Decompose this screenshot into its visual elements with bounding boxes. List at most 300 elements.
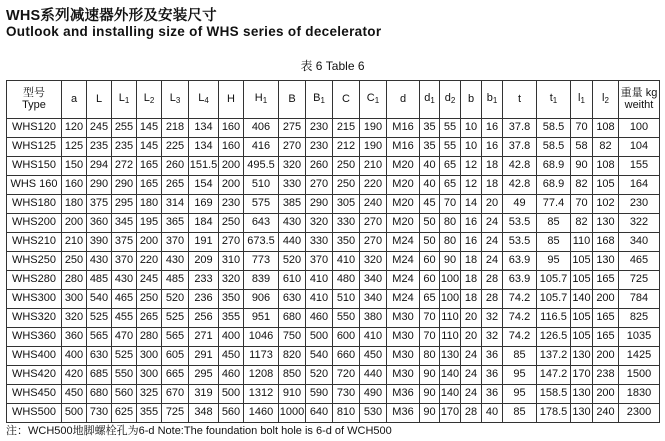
value-cell: 525 [112,347,137,366]
value-cell: 160 [219,138,244,157]
value-cell: 110 [571,233,593,252]
value-cell: 240 [593,404,619,423]
value-cell: 1425 [619,347,660,366]
model-cell: WHS120 [7,119,62,138]
value-cell: 102 [593,195,619,214]
column-header [420,81,440,119]
value-cell: 420 [62,366,87,385]
column-header [219,81,244,119]
value-cell: 430 [162,252,189,271]
value-cell: 245 [137,271,162,290]
value-cell: 773 [244,252,279,271]
value-cell: 100 [619,119,660,138]
value-cell: 95 [537,252,571,271]
value-cell: 575 [244,195,279,214]
table-header [7,81,660,119]
value-cell: 410 [360,328,387,347]
value-cell: 32 [482,328,503,347]
value-cell: 40 [482,404,503,423]
value-cell: 82 [571,176,593,195]
value-cell: 126.5 [537,328,571,347]
column-header-label: l [578,92,581,105]
value-cell: 230 [619,195,660,214]
value-cell: 158.5 [537,385,571,404]
value-cell: 320 [360,252,387,271]
page-title-en: Outlook and installing size of WHS series of decelerator [6,24,382,39]
value-cell: 295 [112,195,137,214]
column-header-label: L [95,92,103,105]
value-cell: 530 [360,404,387,423]
value-cell: 105 [571,271,593,290]
value-cell: 510 [244,176,279,195]
value-cell: 190 [360,119,387,138]
value-cell: 70 [440,195,461,214]
column-header [62,81,87,119]
value-cell: 50 [420,214,440,233]
value-cell: 36 [482,366,503,385]
value-cell: 385 [279,195,306,214]
column-header [333,81,360,119]
value-cell: 134 [189,119,219,138]
column-header [619,81,660,119]
value-cell: 130 [571,385,593,404]
value-cell: 130 [571,404,593,423]
value-cell: 200 [593,347,619,366]
value-cell: 230 [306,138,333,157]
value-cell: 440 [279,233,306,252]
model-cell: WHS200 [7,214,62,233]
value-cell: 145 [137,119,162,138]
value-cell: 1460 [244,404,279,423]
value-cell: 200 [137,233,162,252]
value-cell: 90 [420,404,440,423]
column-header-label: d [399,92,407,105]
value-cell: 170 [440,404,461,423]
value-cell: 455 [112,309,137,328]
model-cell: WHS360 [7,328,62,347]
value-cell: 105 [571,328,593,347]
value-cell: 660 [333,347,360,366]
column-header [461,81,482,119]
value-cell: 345 [112,214,137,233]
column-header [440,81,461,119]
value-cell: 784 [619,290,660,309]
table-row [7,366,660,385]
value-cell: 272 [112,157,137,176]
value-cell: 200 [219,157,244,176]
value-cell: 58.5 [537,119,571,138]
value-cell: 90 [420,385,440,404]
value-cell: 250 [219,214,244,233]
model-cell: WHS300 [7,290,62,309]
value-cell: 151.5 [189,157,219,176]
value-cell: 510 [333,290,360,309]
column-header-secondary: weitht [624,98,654,111]
header-row [7,81,660,119]
value-cell: 63.9 [503,252,537,271]
value-cell: 270 [360,214,387,233]
value-cell: 110 [440,309,461,328]
value-cell: 125 [62,138,87,157]
value-cell: 24 [482,233,503,252]
table-row [7,252,660,271]
value-cell: 355 [137,404,162,423]
value-cell: 130 [571,347,593,366]
value-cell: 150 [62,157,87,176]
column-header-label: l [602,92,605,105]
value-cell: 450 [219,347,244,366]
model-cell: WHS180 [7,195,62,214]
value-cell: 24 [461,366,482,385]
value-cell: 95 [503,385,537,404]
model-cell: WHS320 [7,309,62,328]
column-header-label: 型号 [23,86,45,99]
value-cell: 20 [461,328,482,347]
value-cell: 550 [112,366,137,385]
column-header [244,81,279,119]
value-cell: 520 [162,290,189,309]
value-cell: 673.5 [244,233,279,252]
model-cell: WHS500 [7,404,62,423]
table-row [7,385,660,404]
column-header [112,81,137,119]
table-row [7,214,660,233]
value-cell: 74.2 [503,309,537,328]
value-cell: 240 [360,195,387,214]
column-header-label: H [254,92,263,105]
model-cell: WHS150 [7,157,62,176]
value-cell: 350 [333,233,360,252]
value-cell: 212 [333,138,360,157]
value-cell: 319 [189,385,219,404]
value-cell: 169 [189,195,219,214]
value-cell: 12 [461,176,482,195]
value-cell: 565 [162,328,189,347]
value-cell: 375 [87,195,112,214]
value-cell: 134 [189,138,219,157]
table-row [7,347,660,366]
value-cell: 24 [482,252,503,271]
value-cell: 839 [244,271,279,290]
value-cell: 951 [244,309,279,328]
value-cell: 40 [420,157,440,176]
value-cell: M30 [387,309,420,328]
model-cell: WHS125 [7,138,62,157]
column-header-subscript: 1 [262,96,268,106]
value-cell: 280 [62,271,87,290]
value-cell: M20 [387,157,420,176]
value-cell: 322 [619,214,660,233]
value-cell: 200 [593,290,619,309]
value-cell: 236 [189,290,219,309]
value-cell: M36 [387,404,420,423]
value-cell: 235 [112,138,137,157]
value-cell: 160 [62,176,87,195]
value-cell: 330 [333,214,360,233]
column-header-subscript: 1 [320,96,325,106]
value-cell: 1830 [619,385,660,404]
table-caption: 表 6 Table 6 [300,59,365,73]
value-cell: 625 [112,404,137,423]
value-cell: 680 [279,309,306,328]
value-cell: 230 [219,195,244,214]
column-header-subscript: 2 [149,96,155,106]
value-cell: 340 [360,271,387,290]
value-cell: 200 [593,385,619,404]
value-cell: 485 [162,271,189,290]
value-cell: 16 [482,119,503,138]
value-cell: 750 [279,328,306,347]
column-header-subscript: 1 [124,96,130,106]
column-header [482,81,503,119]
value-cell: 110 [440,328,461,347]
value-cell: 340 [360,290,387,309]
value-cell: M20 [387,195,420,214]
value-cell: 42.8 [503,157,537,176]
value-cell: 485 [87,271,112,290]
value-cell: 320 [62,309,87,328]
value-cell: 32 [482,309,503,328]
column-header [87,81,112,119]
value-cell: 24 [461,385,482,404]
value-cell: M24 [387,271,420,290]
column-header-subscript: 2 [450,96,456,106]
value-cell: 630 [87,347,112,366]
value-cell: 12 [461,157,482,176]
value-cell: 460 [306,309,333,328]
value-cell: 10 [461,119,482,138]
table-row [7,290,660,309]
value-cell: 165 [593,309,619,328]
value-cell: M20 [387,176,420,195]
value-cell: 178.5 [537,404,571,423]
table-body [7,119,660,423]
column-header [189,81,219,119]
value-cell: 18 [482,157,503,176]
column-header [162,81,189,119]
value-cell: 430 [112,271,137,290]
model-cell: WHS280 [7,271,62,290]
value-cell: 220 [137,252,162,271]
value-cell: 60 [420,252,440,271]
value-cell: 24 [482,214,503,233]
value-cell: 190 [360,138,387,157]
value-cell: 184 [189,214,219,233]
value-cell: 105.7 [537,290,571,309]
value-cell: 416 [244,138,279,157]
value-cell: 225 [162,138,189,157]
value-cell: 730 [333,385,360,404]
value-cell: 400 [219,328,244,347]
table-row [7,138,660,157]
column-header-subscript: 3 [175,96,181,106]
value-cell: 70 [420,328,440,347]
value-cell: 1000 [279,404,306,423]
value-cell: 233 [189,271,219,290]
value-cell: 168 [593,233,619,252]
value-cell: 325 [137,385,162,404]
value-cell: 105 [571,309,593,328]
value-cell: 140 [440,385,461,404]
value-cell: 36 [482,385,503,404]
value-cell: 314 [162,195,189,214]
value-cell: 605 [162,347,189,366]
value-cell: 250 [62,252,87,271]
value-cell: 540 [87,290,112,309]
value-cell: 49 [503,195,537,214]
value-cell: 63.9 [503,271,537,290]
value-cell: 450 [62,385,87,404]
value-cell: 1035 [619,328,660,347]
column-header-label: b [467,92,475,105]
model-cell: WHS420 [7,366,62,385]
value-cell: 42.8 [503,176,537,195]
value-cell: 290 [87,176,112,195]
value-cell: 40 [420,176,440,195]
value-cell: 440 [360,366,387,385]
table-row [7,195,660,214]
value-cell: 105 [593,176,619,195]
value-cell: 480 [333,271,360,290]
value-cell: 465 [619,252,660,271]
value-cell: 490 [360,385,387,404]
value-cell: 215 [333,119,360,138]
column-header-label: H [227,92,235,105]
column-header-label: t [517,92,522,105]
value-cell: 340 [619,233,660,252]
value-cell: 355 [219,309,244,328]
value-cell: 105 [571,252,593,271]
value-cell: 108 [593,157,619,176]
value-cell: 495.5 [244,157,279,176]
column-header-label: B [288,92,296,105]
value-cell: 590 [306,385,333,404]
value-cell: 370 [306,252,333,271]
value-cell: 500 [306,328,333,347]
value-cell: 280 [137,328,162,347]
value-cell: 295 [189,366,219,385]
value-cell: M20 [387,214,420,233]
value-cell: 643 [244,214,279,233]
page-title-cn: WHS系列减速器外形及安装尺寸 [6,8,217,24]
value-cell: 320 [306,214,333,233]
value-cell: 165 [593,271,619,290]
value-cell: 460 [219,366,244,385]
value-cell: 406 [244,119,279,138]
value-cell: 65 [440,176,461,195]
column-header-label: t [549,92,553,105]
column-header-subscript: 4 [204,96,209,106]
value-cell: 74.2 [503,328,537,347]
value-cell: 291 [189,347,219,366]
value-cell: 18 [461,290,482,309]
model-cell: WHS 160 [7,176,62,195]
value-cell: 155 [619,157,660,176]
value-cell: 68.9 [537,176,571,195]
value-cell: 410 [306,290,333,309]
model-cell: WHS450 [7,385,62,404]
value-cell: 265 [162,176,189,195]
value-cell: 35 [420,138,440,157]
value-cell: 100 [440,271,461,290]
column-header-subscript: 1 [552,96,558,106]
value-cell: M36 [387,385,420,404]
value-cell: 540 [306,347,333,366]
value-cell: 53.5 [503,214,537,233]
model-cell: WHS210 [7,233,62,252]
value-cell: 95 [503,366,537,385]
value-cell: 18 [482,176,503,195]
value-cell: 560 [219,404,244,423]
column-header [279,81,306,119]
value-cell: 270 [306,176,333,195]
value-cell: 70 [571,119,593,138]
value-cell: 85 [537,214,571,233]
value-cell: 520 [306,366,333,385]
value-cell: 28 [461,404,482,423]
value-cell: 250 [333,176,360,195]
value-cell: 130 [593,252,619,271]
table-row [7,309,660,328]
value-cell: 14 [461,195,482,214]
value-cell: 300 [137,366,162,385]
value-cell: 720 [333,366,360,385]
value-cell: 600 [333,328,360,347]
value-cell: 20 [482,195,503,214]
value-cell: 330 [306,233,333,252]
value-cell: 1500 [619,366,660,385]
column-header [137,81,162,119]
value-cell: 271 [189,328,219,347]
value-cell: 180 [137,195,162,214]
value-cell: 370 [112,252,137,271]
value-cell: 16 [461,214,482,233]
table-row [7,233,660,252]
value-cell: 120 [62,119,87,138]
value-cell: 410 [333,252,360,271]
column-header-label: L [143,92,150,105]
value-cell: 725 [619,271,660,290]
value-cell: 37.8 [503,119,537,138]
column-header-label: C [342,92,350,105]
value-cell: 60 [420,271,440,290]
value-cell: 165 [137,176,162,195]
value-cell: 500 [62,404,87,423]
value-cell: 250 [333,157,360,176]
value-cell: 520 [279,252,306,271]
value-cell: 18 [461,252,482,271]
value-cell: 305 [333,195,360,214]
column-header-subscript: 1 [580,96,585,106]
value-cell: 90 [571,157,593,176]
value-cell: 300 [137,347,162,366]
value-cell: 10 [461,138,482,157]
value-cell: 65 [440,157,461,176]
value-cell: 360 [87,214,112,233]
value-cell: 108 [593,119,619,138]
value-cell: 320 [279,157,306,176]
value-cell: 255 [112,119,137,138]
value-cell: 140 [571,290,593,309]
value-cell: M24 [387,233,420,252]
column-header-secondary: Type [22,98,46,111]
value-cell: 210 [62,233,87,252]
value-cell: 375 [112,233,137,252]
value-cell: 550 [333,309,360,328]
value-cell: 910 [279,385,306,404]
value-cell: 130 [440,347,461,366]
column-header [360,81,387,119]
